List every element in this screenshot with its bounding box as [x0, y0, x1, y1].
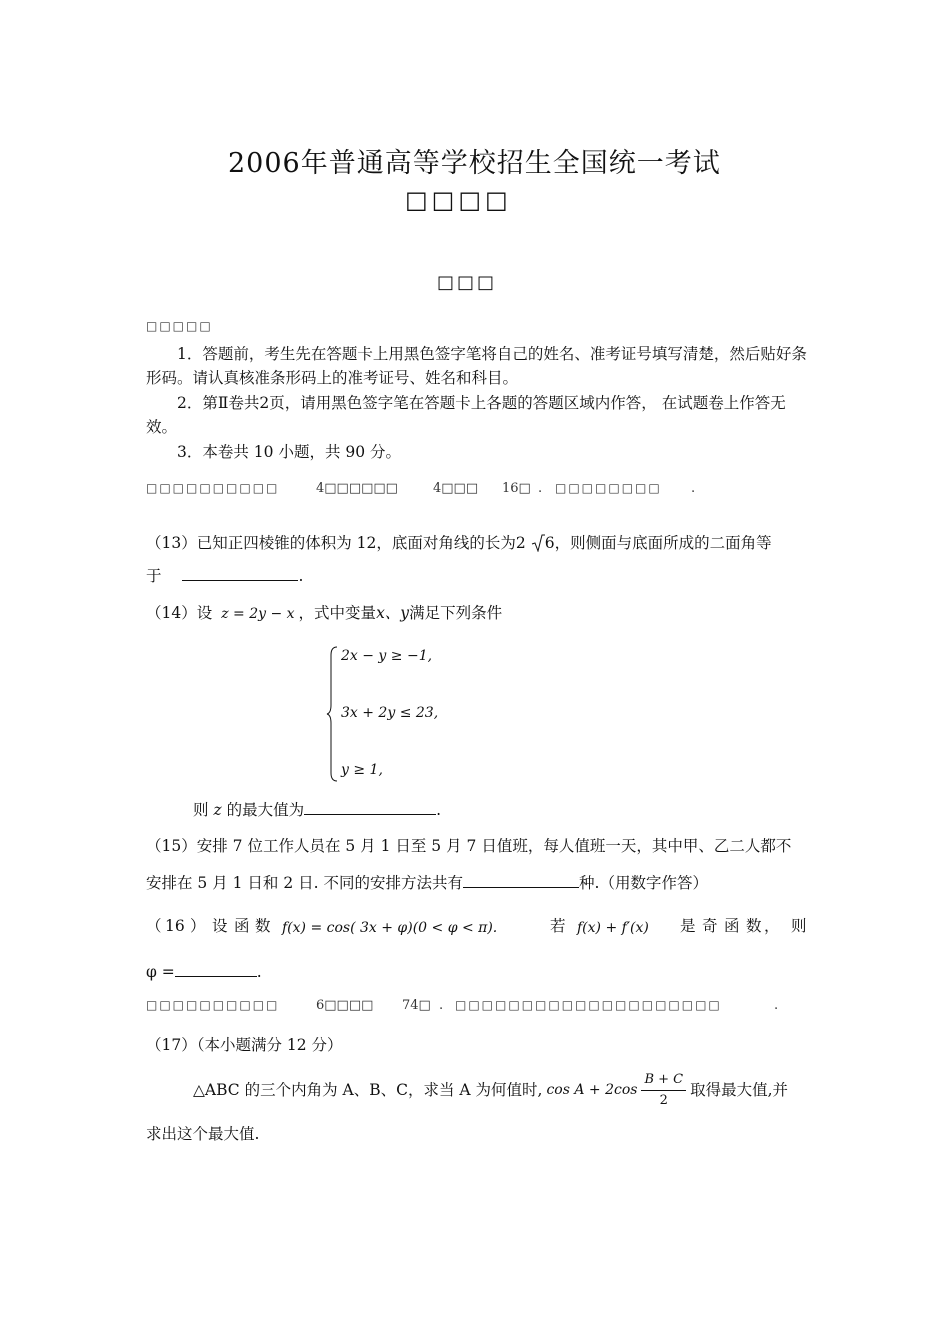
answer-blank-15[interactable]	[463, 871, 579, 888]
q14-objective: z = 2y − x	[221, 606, 295, 622]
exam-title: 2006年普通高等学校招生全国统一考试	[228, 148, 721, 179]
constraint-2: 3x + 2y ≤ 23,	[341, 705, 439, 721]
constraint-1: 2x − y ≥ −1,	[341, 648, 433, 664]
question-16: （ 16 ） 设 函 数 f(x) = cos( 3x + φ)(0 < φ < π). 若 f(x) + f′(x) 是 奇 函 数 ， 则	[146, 914, 810, 938]
question-17: △ABC 的三个内角为 A、B、C，求当 A 为何值时, cos A + 2cos $\frac{B + C}{2}$ 取得最大值,并	[193, 1066, 788, 1114]
question-14: （14）设 z = 2y − x ，式中变量x、y满足下列条件	[146, 604, 503, 622]
question-14-answer: 则 z 的最大值为 .	[193, 798, 441, 823]
q14-label: （14）	[146, 604, 197, 622]
part2-heading: □□□□□□□□□□ 4□□□□□□ 4□□□ 16□ . □□□□□□□□ .	[146, 481, 696, 496]
notice-1: 1．答题前，考生先在答题卡上用黑色签字笔将自己的姓名、准考证号填写清楚，然后贴好条形码。请认真核准条形码上的准考证号、姓名和科目。	[146, 345, 807, 387]
q16-function: f(x) = cos( 3x + φ)(0 < φ < π).	[282, 920, 498, 936]
fraction: $\frac{B + C}{2}$	[641, 1070, 686, 1111]
notice-3: 3．本卷共 10 小题，共 90 分。	[177, 443, 402, 461]
answer-blank-13[interactable]	[182, 564, 298, 581]
question-15: （15）安排 7 位工作人员在 5 月 1 日至 5 月 7 日值班，每人值班一天，其中甲、乙二人都不	[146, 837, 792, 855]
q15-label: （15）	[146, 837, 197, 855]
part3-heading: □□□□□□□□□□ 6□□□□ 74□ . □□□□□□□□□□□□□□□□□□□□ .	[146, 998, 779, 1013]
q16-sum: f(x) + f′(x)	[577, 920, 649, 936]
exam-subtitle: □□□□	[405, 186, 512, 214]
constraint-3: y ≥ 1,	[341, 762, 383, 778]
notice-2: 2．第Ⅱ卷共2页，请用黑色签字笔在答题卡上各题的答题区域内作答， 在试题卷上作答无效。	[146, 394, 786, 436]
question-17-line2: 求出这个最大值.	[146, 1125, 260, 1143]
q13-label: （13）	[146, 534, 197, 552]
radical-icon	[531, 534, 545, 552]
section-title: □□□	[437, 272, 498, 293]
question-13-line2: 于 .	[146, 564, 303, 589]
question-13: （13）已知正四棱锥的体积为 12，底面对角线的长为2 6，则侧面与底面所成的二面角等	[146, 534, 772, 552]
question-15-line2: 安排在 5 月 1 日和 2 日. 不同的安排方法共有 种.（用数字作答）	[146, 871, 708, 896]
answer-blank-14[interactable]	[304, 798, 436, 815]
question-16-line2: φ = .	[146, 960, 262, 985]
left-brace-icon	[326, 645, 338, 783]
answer-blank-16[interactable]	[175, 960, 257, 977]
question-17-label: （17）（本小题满分 12 分）	[146, 1036, 343, 1054]
notice-heading: □□□□□	[146, 319, 213, 333]
